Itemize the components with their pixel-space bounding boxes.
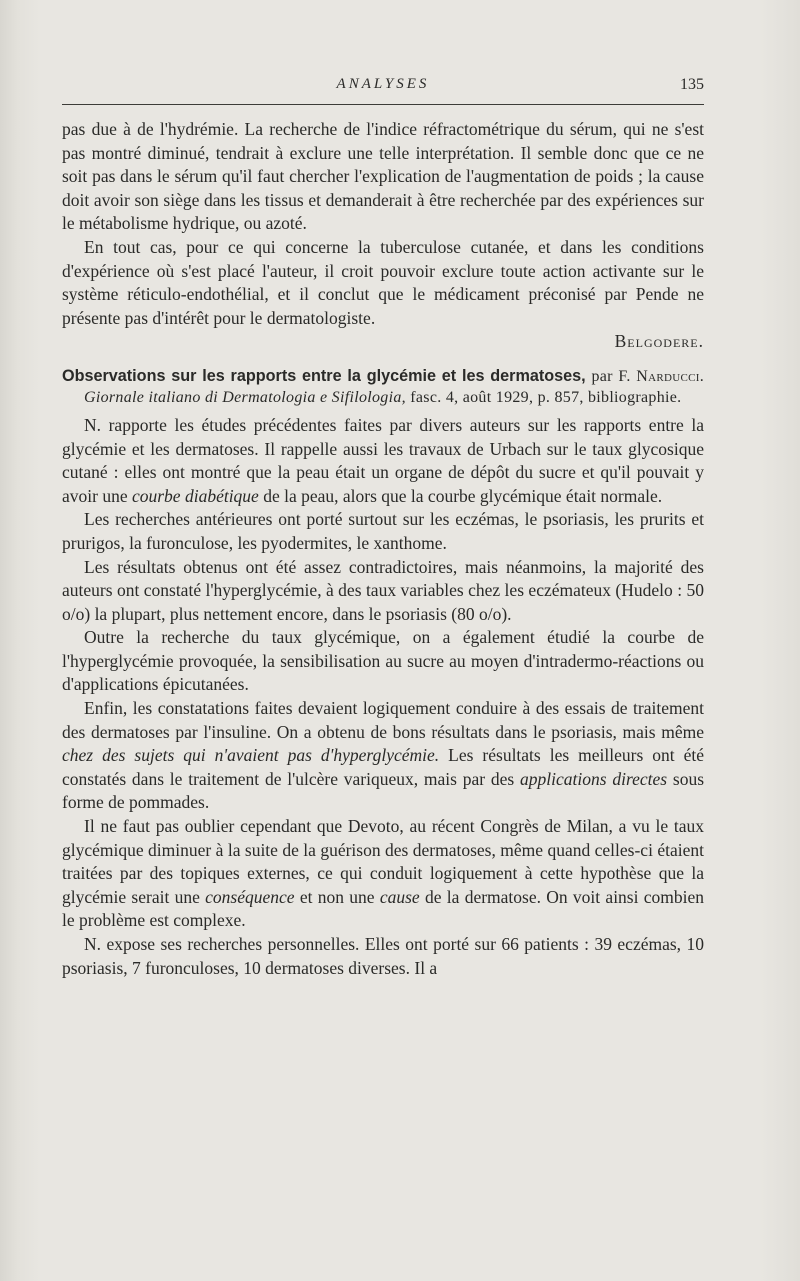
article-heading (62, 366, 704, 408)
article-title: Observations sur les rapports entre la glycémie et les dermatoses, (62, 366, 586, 385)
signature-line (62, 330, 704, 354)
author-signature: Belgodere. (614, 331, 704, 352)
emphasis: cause (379, 886, 420, 907)
page-header (62, 76, 704, 98)
citation: fasc. 4, août 1929, p. 857, bibliographie. (410, 388, 682, 406)
paragraph: pas due à de l'hydrémie. La recherche de l'indice réfractométrique du sérum, qui ne s'est pas montré diminué, tendrait à exclure une telle interprétation. Il semble donc que ce ne soit pas dans le sérum qu'il faut chercher l'explication de l'augmentation de poids ; la cause doit avoir son siège dans les tissus et demanderait à être recherchée par des expériences sur le métabolisme hydrique, ou azoté. (62, 119, 704, 234)
text-column (62, 118, 704, 980)
emphasis: courbe diabétique (131, 485, 259, 506)
paragraph: Il ne faut pas oublier cependant que Devoto, au récent Congrès de Milan, a vu le taux glycémique diminuer à la suite de la guérison des dermatoses, même quand celles-ci étaient traitées par des topiques externes, ce qui conduit logiquement à cette hypothèse que la glycémie serait une conséquence et non une cause de la dermatose. On voit ainsi combien le problème est complexe. (62, 816, 705, 931)
paragraph: Enfin, les constatations faites devaient logiquement conduire à des essais de traitement des dermatoses par l'insuline. On a obtenu de bons résultats dans le psoriasis, mais même chez des sujets qui n'avaient pas d'hyperglycémie. Les résultats les meilleurs ont été constatés dans le traitement de l'ulcère variqueux, mais par des applications directes sous forme de pommades. (62, 698, 705, 813)
journal-name: Giornale italiano di Dermatologia e Sifilologia, (84, 388, 406, 406)
paragraph: En tout cas, pour ce qui concerne la tuberculose cutanée, et dans les conditions d'expérience où s'est placé l'auteur, il croit pouvoir exclure toute action activante sur le système réticulo-endothélial, et il conclut que le médicament préconisé par Pende ne présente pas d'intérêt pour le dermatologiste. (62, 236, 704, 328)
paragraph: Les résultats obtenus ont été assez contradictoires, mais néanmoins, la majorité des auteurs ont constaté l'hyperglycémie, à des taux variables chez les eczémateux (Hudelo : 50 o/o) la plupart, plus nettement encore, dans le psoriasis (80 o/o). (62, 556, 704, 624)
emphasis: applications directes (520, 768, 668, 789)
header-rule (62, 104, 704, 105)
emphasis: chez des sujets qui n'avaient pas d'hyperglycémie. (62, 745, 440, 766)
paragraph: Les recherches antérieures ont porté surtout sur les eczémas, le psoriasis, les prurits et prurigos, la furonculose, les pyodermites, le xanthome. (62, 509, 704, 553)
article-by: par F. (591, 367, 631, 385)
article-author: Narducci. (636, 367, 704, 385)
running-title: ANALYSES (336, 76, 430, 92)
page-number: 135 (680, 76, 704, 93)
paragraph: N. expose ses recherches personnelles. Elles ont porté sur 66 patients : 39 eczémas, 10 psoriasis, 7 furonculoses, 10 dermatoses diverses. Il a (62, 934, 704, 978)
paragraph: N. rapporte les études précédentes faites par divers auteurs sur les rapports entre la glycémie et les dermatoses. Il rappelle aussi les travaux de Urbach sur le taux glycosique cutané : elles ont montré que la peau était un organe de dépôt du sucre et qu'il pouvait y avoir une courbe diabétique de la peau, alors que la courbe glycémique était normale. (62, 414, 704, 506)
paragraph: Outre la recherche du taux glycémique, on a également étudié la courbe de l'hyperglycémie provoquée, la sensibilisation au sucre au moyen d'intradermo-réactions ou d'applications épicutanées. (62, 627, 704, 695)
emphasis: conséquence (205, 886, 295, 907)
